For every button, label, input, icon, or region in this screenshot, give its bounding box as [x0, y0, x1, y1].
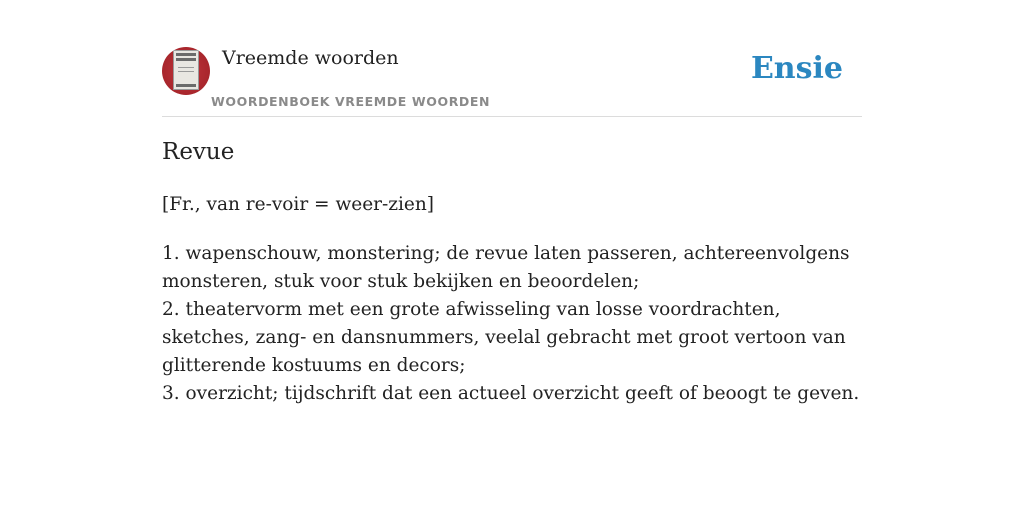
entry-etymology: [Fr., van re-voir = weer-zien]: [162, 194, 435, 215]
ensie-logo[interactable]: Ensie: [750, 51, 843, 86]
definition-item: 1. wapenschouw, monstering; de revue laten passeren, achtereenvolgens monsteren, stuk voor stuk bekijken en beoordelen;: [162, 243, 850, 292]
definition-item: 2. theatervorm met een grote afwisseling van losse voordrachten, sketches, zang- en dansnummers, veelal gebracht met groot vertoon van glitterende kostuums en decors;: [162, 299, 846, 376]
definition-item: 3. overzicht; tijdschrift dat een actueel overzicht geeft of beoogt te geven.: [162, 383, 860, 404]
source-avatar[interactable]: [162, 47, 210, 95]
source-header: [162, 46, 862, 117]
source-title[interactable]: Vreemde woorden: [222, 47, 399, 69]
entry-definitions: [162, 240, 862, 408]
source-subtitle[interactable]: WOORDENBOEK VREEMDE WOORDEN: [211, 94, 491, 109]
entry-title: Revue: [162, 139, 235, 165]
book-cover-icon: [173, 50, 199, 90]
